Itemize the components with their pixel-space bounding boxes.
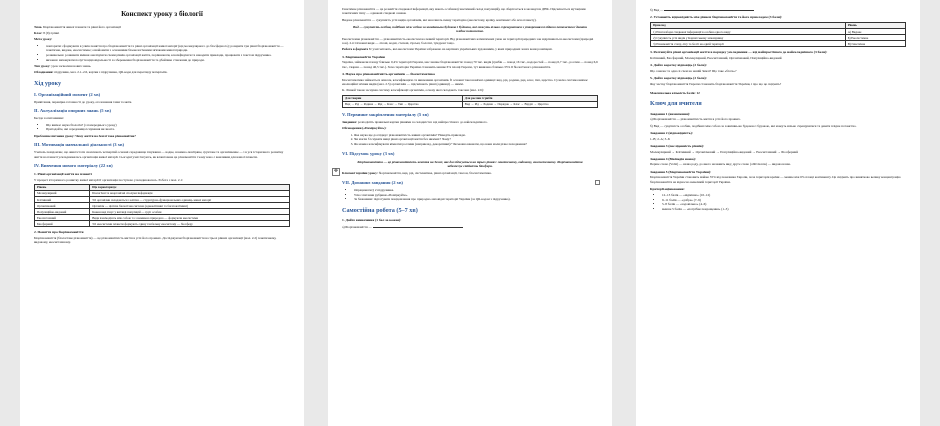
definition-note: Вид — сукупність особин, подібних між собою за зовнішньою будовою і будовою, які можуть вільно схрещуватися з утворенням плідного потомства і давати плідне потомство. bbox=[353, 25, 587, 34]
answer-text: а) Біорізноманіття — різноманітність життя в усіх його проявах. bbox=[650, 117, 741, 122]
key-heading: Ключ для вчителя bbox=[650, 100, 702, 108]
list-item: • Опрацювати § 2 підручника. bbox=[354, 188, 598, 192]
list-item: 1. Яка наука ще досліджує різноманітність живих організмів? Наведіть приклади. bbox=[354, 133, 598, 137]
questions-list bbox=[34, 123, 290, 132]
subsection-heading: 4. Наука про різноманітність організмів — біосистематика bbox=[342, 72, 435, 77]
section-text: У процесі історичного розвитку живої матерії її організація поступово ускладнювалась. Робота з мал. 2.1: bbox=[34, 177, 183, 182]
question-text: Що означає та одна зі схем на нашій Землі? Що таке «біота»? bbox=[650, 68, 737, 73]
question-heading: 3. Розташуйте рівні організації життя в порядку ускладнення — від найпростішого до найскладнішого (3 бали): bbox=[650, 50, 828, 55]
document-title: Конспект уроку з біології bbox=[121, 10, 203, 18]
document-page-1 bbox=[20, 0, 304, 426]
section-heading: IV. Вивчення нового матеріалу (22 хв) bbox=[34, 162, 113, 168]
table-row: Вид → Рід → Родина → Ряд → Клас → Тип → Царство Вид → Рід → Родина → Порядок → Клас → Відділ → Царство bbox=[343, 101, 598, 107]
table-row: 3) Різноманіття степу, лісу та боліт на одній території В) Генетичне bbox=[651, 41, 906, 47]
table-row: Екосистемний Види взаємодіють між собою та з неживою природою — формуючи екосистеми bbox=[35, 215, 290, 221]
subsection-heading: 1. Дайте визначення (1 бал за кожне): bbox=[342, 218, 402, 222]
answer-text: б) Вид — сукупність особин, подібних між собою за зовнішньою будовою і будовою, які можуть вільно схрещуватися та давати плідне потомство. bbox=[650, 123, 857, 128]
discussion-heading: Обговорення («Поміркуйте»): bbox=[342, 126, 387, 131]
document-page-2 bbox=[328, 0, 612, 426]
section-text: Учитель повідомляє, що живі істоти охоплюють четвертий основні середовища існування — водне, наземно-повітряне, ґрунтове та організменне — і в уся історичного розвитку життя на планеті ускладнювалась організація живої матерії. Сьогодні учні з'ясують, як влаштоване це різноманіття і чому воно є важливим для нашої планети. bbox=[34, 150, 284, 159]
equipment: Обладнання: підручник, мал. 2.1–2.6, картки з підручника, QR-коди для перегляду матеріалів. bbox=[34, 70, 168, 75]
paragraph: Біосистематика займається описом, класифікацією та вивченням організмів. Її основні таксономічні одиниці: вид, рід, родина, ряд, клас, тип, царство. Сучасна система вивчає еволюційні зв'язки видів (мал. 2.5) організмів — підсилюють рівні (одиниці) — нижчі. bbox=[342, 77, 588, 86]
table-header-row: Рівень Що характеризує bbox=[35, 184, 290, 190]
list-item: • За бажанням: підготувати повідомлення про природно-заповідні території України (за QR-кодом з підручника). bbox=[354, 197, 598, 201]
answer-heading: Завдання 5 (Біорізноманіття України): bbox=[650, 169, 712, 174]
section-text: Привітання, перевірка готовності до уроку, оголошення теми та мети. bbox=[34, 99, 133, 104]
selfwork-heading: Самостійна робота (5–7 хв) bbox=[342, 206, 418, 214]
table-row: Популяційно-видовий Кожен вид існує у вигляді популяцій — груп особин bbox=[35, 209, 290, 215]
answer-heading: Завдання 4 (Вікіпедія назва): bbox=[650, 156, 696, 161]
section-text: Бесіда за питаннями: bbox=[34, 116, 64, 121]
paragraph: Генетичне різноманіття — це розмаїття спадкової інформації, яку мають особини (генетичний склад популяцій), що зберігається в молекулах ДНК. Підсилюється мутаціями генетичних типу — однакові спадкові ознаки. bbox=[342, 7, 586, 16]
answer-text: Молекулярний → Клітинний → Організмовий → Популяційно-видовий → Екосистемний → Біосферний bbox=[650, 149, 798, 154]
answer-heading: Завдання 3 (послідовність рівнів): bbox=[650, 143, 705, 148]
lesson-type: Тип уроку: урок засвоєння нових знань. bbox=[34, 63, 92, 68]
list-item: • 9–11 балів — «добре» (7–9) bbox=[662, 198, 906, 202]
section-heading: VII. Домашнє завдання (2 хв) bbox=[342, 179, 403, 185]
table-row: Молекулярний Біологічні та неорганічні сполуки інформація bbox=[35, 190, 290, 196]
table-row: Біосферний Усі екосистеми планети формують єдину глобальну екосистему — біосферу bbox=[35, 221, 290, 227]
list-item: • Пригадайте, які середовища існування ви знаєте. bbox=[46, 127, 290, 131]
problem-question: Проблемне питання уроку: Чому життя на Землі таке різноманітне? bbox=[34, 133, 136, 138]
table-row: 2) Сукупність усіх видів у Карпатському заповіднику Б) Екосистемне bbox=[651, 35, 906, 41]
list-item: 3. Як можна класифікувати кімнатні рослини (наприклад, декоративні)? Чи можна вважати, що вони мали різне походження? bbox=[354, 142, 598, 146]
table-move-handle[interactable]: ✥ bbox=[333, 169, 339, 174]
matching-table bbox=[650, 22, 906, 47]
criteria-heading: Критерії оцінювання: bbox=[650, 187, 685, 192]
task: Завдання: розподіліть правильні картки рівнями за складністю: від найпростішого до найскладнішого. bbox=[342, 119, 488, 124]
homework-list bbox=[342, 188, 598, 202]
list-item: • розвивальна: розвивати вміння аналізувати схеми рівнів організації життя, порівнювати, класифікувати та наводити приклади, працювати з текстом підручника. bbox=[46, 53, 290, 57]
discussion-list bbox=[342, 133, 598, 147]
key-terms: Ключові терміни уроку: біорізноманіття, вид, рід, систематика, рівні організації, таксон, біосистематика. bbox=[342, 171, 492, 176]
table-resize-handle[interactable] bbox=[595, 180, 600, 185]
course-heading: Хід уроку bbox=[34, 79, 62, 87]
section-heading: VI. Підсумок уроку (3 хв) bbox=[342, 150, 395, 156]
subsection-heading: 1. Рівні організації життя на планеті bbox=[34, 171, 92, 176]
paragraph: Видове різноманіття — сукупність усіх видів організмів, які населяють певну територію (екосистему, країну, континент або всю планету). bbox=[342, 17, 537, 22]
answer-heading: Завдання 1 (визначення): bbox=[650, 111, 691, 116]
subsection-heading: 2. Поняття про біорізноманіття bbox=[34, 230, 84, 235]
question-heading: 5. Дайте коротку відповідь (2 бали): bbox=[650, 76, 707, 81]
levels-table bbox=[34, 184, 290, 228]
table-header-row: Приклад Рівень bbox=[651, 22, 906, 28]
answer-text: Перше слово (Volzi) — назва роду, до якого належить вид; друге слово (obliviscens) — видова назва. bbox=[650, 162, 791, 167]
list-item: • Усно: питання рубрики «Поміркуйте». bbox=[354, 193, 598, 197]
meta-class: Клас: 8 (9)-ї рівні bbox=[34, 30, 60, 35]
answer-text: 1–В; 2–А; 3–Б bbox=[650, 136, 670, 141]
question-heading: 2. Установіть відповідність між рівнем біорізноманіття та його прикладом (3 бали): bbox=[650, 15, 783, 20]
section-text: Біорізноманіття (біологічне різноманіття) — це різноманітність життя в усіх його проявах. Досліджуючи біорізноманіття на трьох рівнях організації (мал. 2.2) генетичному, видовому, екосистемному. bbox=[34, 236, 277, 245]
subsection-heading: 3. Біорізноманіття України bbox=[342, 54, 385, 59]
list-item: 2. Чи могли б існувати вищі рівні організації життя без нижчих? Чому? bbox=[354, 137, 598, 141]
paragraph: К. Лінней також заснував систему класифікації організмів, основу якої складають таксони (мал. 2.6): bbox=[342, 88, 484, 93]
list-item: • 12–13 балів — «відмінно» (10–12) bbox=[662, 193, 906, 197]
section-heading: II. Актуалізація опорних знань (5 хв) bbox=[34, 108, 111, 114]
question-text: Клітинний, Біосферний, Молекулярний, Екосистемний, Організмовий, Популяційно-видовий bbox=[650, 55, 782, 60]
list-item: • виховна: виховувати почуття відповідальності за збереження біорізноманіття та дбайливе ставлення до природи. bbox=[46, 58, 290, 62]
document-page-3 bbox=[636, 0, 920, 426]
table-row: 1) Різні набори спадкової інформації в особин одного виду А) Видове bbox=[651, 29, 906, 35]
answer-text: Біорізноманіття України становить майже 35% від показника Європи, хоча територія країни — менше ніж 6% площі континенту. Це свідчить про винятково велику концентрацію біорізноманіття на відносно невеликій території України. bbox=[650, 175, 901, 184]
section-heading: III. Мотивація навчальної діяльності (3 хв) bbox=[34, 142, 124, 148]
answer-blank bbox=[373, 224, 463, 228]
answer-line: а) Біорізноманіття — bbox=[342, 224, 598, 229]
answer-blank bbox=[664, 7, 754, 11]
table-header-row: Для тварин Для рослин і грибів bbox=[343, 95, 598, 101]
paragraph: Україна, займаючи площу близько 0,4% території Європи, має значне біорізноманіття: понад 70 тис. видів (грибів — понад 16 тис., водоростей — понад 6,7 тис., рослин — понад 6,6 тис., тварин — понад 46,5 тис.). Хоча територія України становить менше 6% площі Європи, тут виявлено близько 35% її біологічного різноманіття. bbox=[342, 60, 598, 69]
table-row: Клітинний Усі організми складаються з клітин — структурно-функціональних одиниць живої матерії bbox=[35, 197, 290, 203]
work-task: Робота в формате 3: учні читають, які екосистеми України зображено на картинах українських художників, у яких природних зонах вони розміщені. bbox=[342, 47, 553, 52]
question-heading: 4. Дайте коротку відповідь (2 бали): bbox=[650, 63, 707, 68]
section-heading: V. Первинне закріплення матеріалу (5 хв) bbox=[342, 111, 429, 117]
goals-list bbox=[34, 44, 290, 62]
criteria-list bbox=[650, 193, 906, 212]
list-item: • Що вивчає наука біологія? (з попереднього уроку) bbox=[46, 123, 290, 127]
answer-heading: Завдання 2 (відповідність): bbox=[650, 130, 693, 135]
summary-note: Біорізноманіття — це різноманітність життя на Землі, яке досліджується на трьох рівнях: генетичному, видовому, екосистемному. Біорізноманіття забезпечує стійкість біосфери. bbox=[357, 159, 583, 169]
question-text: Яку частку біорізноманіття Європи становить біорізноманіття України, і про що це свідчить? bbox=[650, 81, 782, 86]
max-score: Максимальна кількість балів: 12 bbox=[650, 91, 700, 96]
meta-topic: Тема. Біорізноманіття живої планети та рівні його організації bbox=[34, 24, 121, 29]
table-row: Організмовий Організм — цілісна біологічна система (одноклітинні та багатоклітинні) bbox=[35, 203, 290, 209]
answer-line: б) Вид — bbox=[650, 7, 906, 12]
meta-goal: Мета уроку: bbox=[34, 37, 53, 42]
taxa-table bbox=[342, 95, 598, 108]
list-item: • повторити: сформувати в учнів поняття про біорізноманіття та рівні організації живої матерії (від молекулярного до біосферного); розкрити три рівні біорізноманіття — генетичне, видове, екосистемне; ознайомити з основними біоекологічними зв'язками живої природи. bbox=[46, 44, 290, 53]
list-item: • 5–8 балів — «задовільно» (4–6) bbox=[662, 202, 906, 206]
list-item: • менше 5 балів — «потрібне покращення» (1–3) bbox=[662, 207, 906, 211]
section-heading: I. Організаційний момент (2 хв) bbox=[34, 91, 101, 97]
paragraph: Екосистемне різноманіття — різноманітність екосистем на певній території. Від різноманітних кліматичних умов на території природних зон відрізняються екосистеми (природні зон). 2.4: Основні види — лісові, водні, степові, гірські, болотні, тундрові тощо. bbox=[342, 36, 594, 46]
